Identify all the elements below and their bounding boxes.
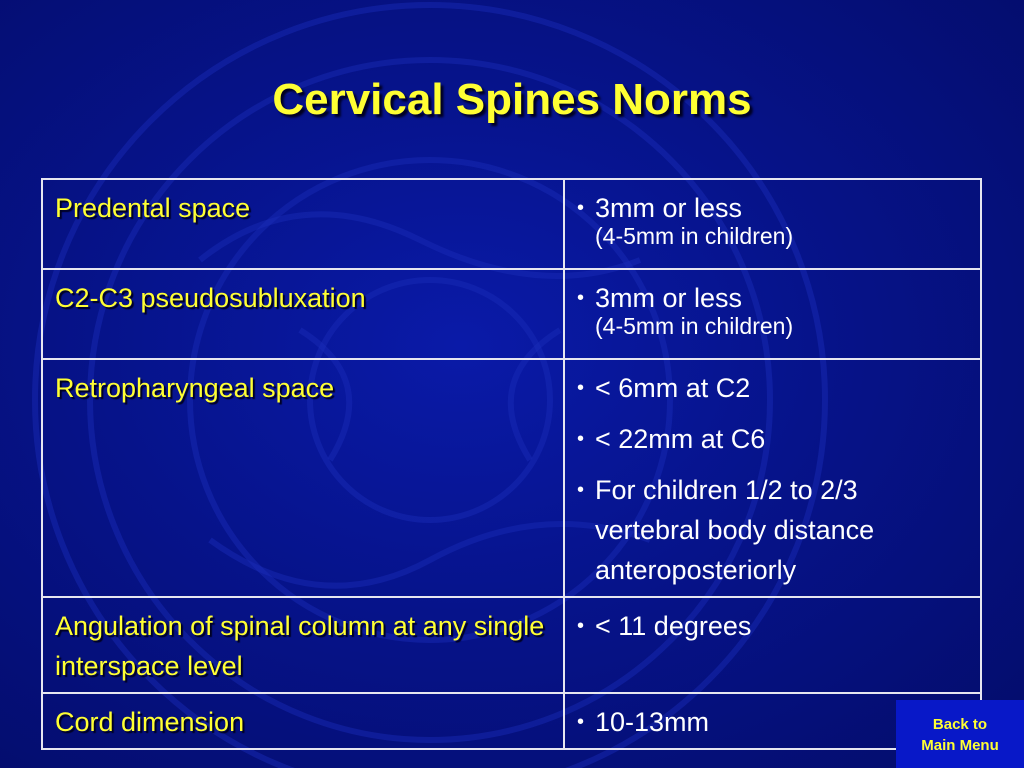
table-row [42,597,981,693]
bullet-icon: • [577,428,585,450]
row-label: Predental space [42,179,564,269]
row-label: C2-C3 pseudosubluxation [42,269,564,359]
table-row [42,359,981,597]
bullet-icon: • [577,197,585,219]
value-text: < 6mm at C2 [595,373,751,403]
value-text: For children 1/2 to 2/3 vertebral body distance anteroposteriorly [595,475,875,585]
table-row [42,693,981,749]
back-to-main-menu-button[interactable] [902,714,1018,756]
value-note: (4-5mm in children) [595,313,794,339]
value-text: 10-13mm [595,707,710,737]
value-note: (4-5mm in children) [595,223,794,249]
value-text: 3mm or less [595,283,743,313]
list-item [575,419,970,459]
list-item [575,188,970,250]
row-values [564,179,981,269]
row-label: Cord dimension [42,693,564,749]
back-line-2: Main Menu [921,737,999,754]
norms-table [41,178,982,750]
value-text: 3mm or less [595,193,743,223]
table-row [42,269,981,359]
list-item [575,368,970,408]
slide-title: Cervical Spines Norms [272,75,752,124]
list-item [575,278,970,340]
row-values [564,269,981,359]
row-values [564,597,981,693]
bullet-icon: • [577,479,585,501]
value-text: < 22mm at C6 [595,424,766,454]
bullet-icon: • [577,287,585,309]
row-values [564,359,981,597]
back-line-1: Back to [932,716,988,733]
row-label: Angulation of spinal column at any single interspace level [42,597,564,693]
bullet-icon: • [577,711,585,733]
bullet-icon: • [577,615,585,637]
row-label: Retropharyngeal space [42,359,564,597]
bullet-icon: • [577,377,585,399]
table-row [42,179,981,269]
value-text: < 11 degrees [595,611,752,641]
list-item [575,470,970,590]
list-item [575,606,970,646]
